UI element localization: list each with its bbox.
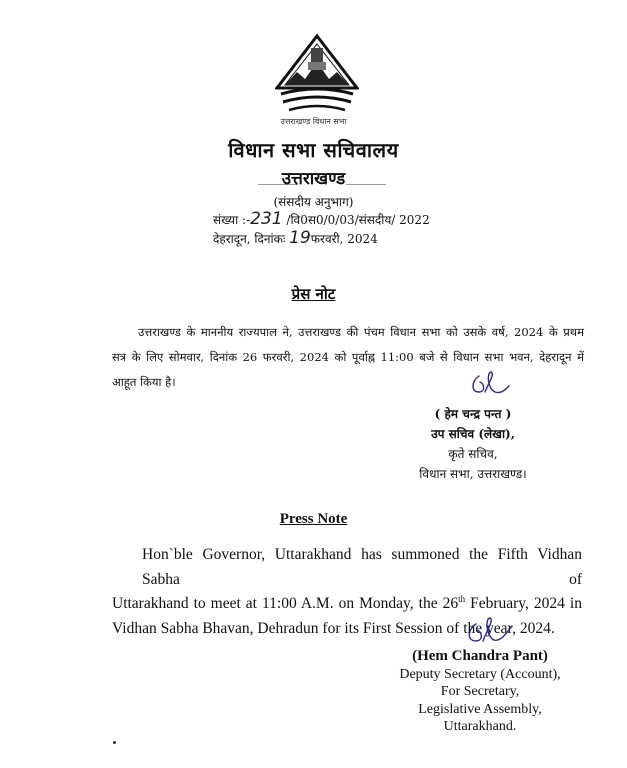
signatory-org: विधान सभा, उत्तराखण्ड। bbox=[419, 467, 527, 481]
hindi-heading: प्रेस नोट bbox=[291, 285, 336, 303]
signatory-state: Uttarakhand. bbox=[443, 719, 517, 734]
signatory-name: (Hem Chandra Pant) bbox=[412, 648, 548, 664]
ordinal-suffix: th bbox=[458, 593, 466, 604]
english-line: Vidhan Sabha Bhavan, Dehradun for its First Session of the year, 2024. bbox=[112, 619, 555, 637]
ref-suffix: /वि0स0/0/03/संसदीय/ 2022 bbox=[286, 213, 430, 227]
english-heading: Press Note bbox=[279, 511, 348, 527]
signatory-designation: Deputy Secretary (Account), bbox=[399, 666, 561, 682]
hindi-line: सत्र के लिए सोमवार, दिनांक 26 फरवरी, 2024 को पूर्वाह्न 11:00 बजे से विधान सभा भवन, देहरादून में bbox=[112, 350, 584, 364]
issue-date bbox=[213, 228, 378, 248]
date-handwritten: 19 bbox=[289, 228, 311, 248]
signatory-org: Legislative Assembly, bbox=[418, 701, 542, 717]
section-name: (संसदीय अनुभाग) bbox=[273, 195, 354, 209]
english-signature-block bbox=[380, 648, 580, 736]
signature-icon bbox=[465, 368, 513, 402]
office-title: विधान सभा सचिवालय bbox=[228, 138, 399, 162]
ref-handwritten: 231 bbox=[250, 209, 283, 229]
hindi-signature-block bbox=[388, 404, 558, 484]
signatory-designation: उप सचिव (लेखा), bbox=[431, 427, 515, 441]
ref-prefix: संख्या :- bbox=[213, 213, 251, 227]
english-line: Hon`ble Governor, Uttarakhand has summoned the Fifth Vidhan Sabha of bbox=[142, 546, 582, 588]
divider bbox=[346, 184, 386, 185]
scan-speck bbox=[113, 741, 116, 744]
english-line2-a: Uttarakhand to meet at 11:00 A.M. on Monday, the 26 bbox=[112, 595, 459, 612]
date-prefix: देहरादून, दिनांकः bbox=[213, 232, 286, 246]
hindi-line: उत्तराखण्ड के माननीय राज्यपाल ने, उत्तराखण्ड की पंचम विधान सभा को उसके वर्ष, 2024 के प्रथम bbox=[138, 325, 584, 339]
logo-caption: उत्तराखण्ड विधान सभा bbox=[280, 117, 347, 126]
office-state: उत्तराखण्ड bbox=[281, 169, 346, 189]
signatory-for: For Secretary, bbox=[440, 684, 520, 699]
hindi-line: आहूत किया है। bbox=[112, 375, 176, 389]
signature-icon bbox=[462, 614, 514, 650]
date-suffix: फरवरी, 2024 bbox=[310, 232, 378, 246]
reference-number bbox=[213, 209, 430, 229]
english-line bbox=[112, 592, 582, 617]
signatory-name: ( हेम चन्द्र पन्त ) bbox=[434, 407, 512, 421]
english-line2-b: February, 2024 in bbox=[465, 595, 582, 612]
signatory-for: कृते सचिव, bbox=[448, 447, 498, 461]
assembly-emblem-icon bbox=[275, 32, 359, 124]
hindi-body bbox=[112, 320, 584, 395]
